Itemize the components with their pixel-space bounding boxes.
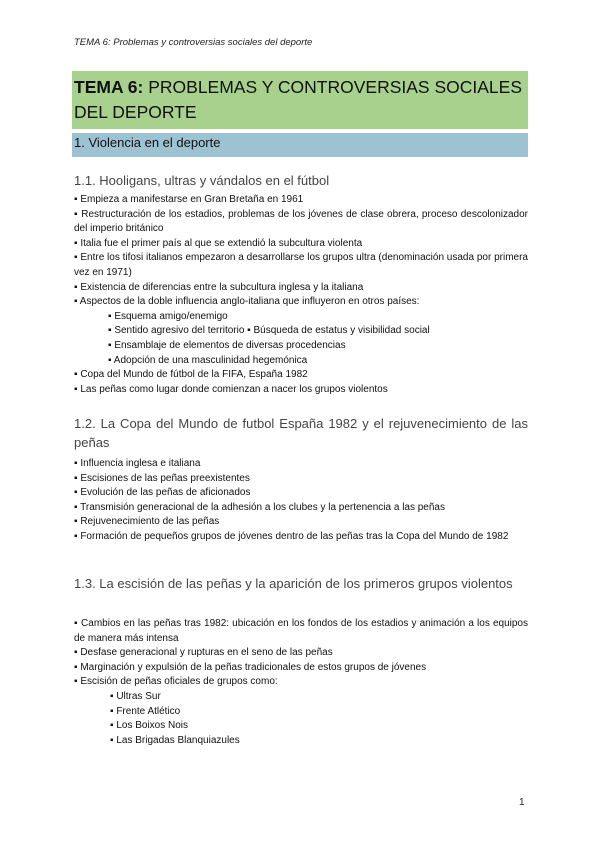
list-item: ▪ Transmisión generacional de la adhesión a los clubes y la pertenencia a las peñas <box>74 501 445 513</box>
list-item: ▪ Copa del Mundo de fútbol de la FIFA, España 1982 <box>74 369 308 381</box>
nested-list-item: ▪ Esquema amigo/enemigo <box>108 310 228 322</box>
subsection-1-2-list <box>74 457 528 545</box>
list-item: ▪ Desfase generacional y rupturas en el seno de las peñas <box>74 647 333 659</box>
list-item: ▪ Rejuvenecimiento de las peñas <box>74 516 220 528</box>
section-heading: 1. Violencia en el deporte <box>72 133 528 157</box>
title-rest: PROBLEMAS Y CONTROVERSIAS SOCIALES DEL DEPORTE <box>74 77 522 122</box>
list-item: ▪ Aspectos de la doble influencia anglo-italiana que influyeron en otros países: <box>74 296 420 308</box>
nested-list-item: ▪ Frente Atlético <box>110 705 181 717</box>
nested-list-item: ▪ Ultras Sur <box>110 690 161 702</box>
nested-list-item: ▪ Sentido agresivo del territorio ▪ Búsqueda de estatus y visibilidad social <box>108 325 430 337</box>
subsection-1-3-list <box>74 617 528 748</box>
nested-list-item: ▪ Adopción de una masculinidad hegemónica <box>108 354 308 366</box>
list-item: ▪ Evolución de las peñas de aficionados <box>74 487 251 499</box>
list-item: ▪ Las peñas como lugar donde comienzan a nacer los grupos violentos <box>74 383 388 395</box>
page-number: 1 <box>519 797 525 808</box>
subsection-heading-1-2: 1.2. La Copa del Mundo de futbol España 1982 y el rejuvenecimiento de las peñas <box>74 416 528 450</box>
list-item: ▪ Italia fue el primer país al que se extendió la subcultura violenta <box>74 237 363 249</box>
nested-list-item: ▪ Los Boixos Nois <box>110 720 189 732</box>
list-item: ▪ Existencia de diferencias entre la subcultura inglesa y la italiana <box>74 281 364 293</box>
list-item: ▪ Escisión de peñas oficiales de grupos como: <box>74 676 278 688</box>
document-title <box>72 71 528 129</box>
list-item: ▪ Restructuración de los estadios, problemas de los jóvenes de clase obrera, proceso descolonizador del imperio británico <box>74 208 528 235</box>
subsection-heading-1-3: 1.3. La escisión de las peñas y la aparición de los primeros grupos violentos <box>74 576 513 591</box>
list-item: ▪ Empieza a manifestarse en Gran Bretaña en 1961 <box>74 194 304 205</box>
list-item: ▪ Influencia inglesa e italiana <box>74 458 201 469</box>
page-header: TEMA 6: Problemas y controversias sociales del deporte <box>74 37 313 48</box>
list-item: ▪ Entre los tifosi italianos empezaron a desarrollarse los grupos ultra (denominación usada por primera vez en 1971) <box>74 252 528 278</box>
title-bold: TEMA 6: <box>74 77 144 97</box>
subsection-heading-1-1: 1.1. Hooligans, ultras y vándalos en el fútbol <box>74 173 330 188</box>
nested-list-item: ▪ Las Brigadas Blanquiazules <box>110 734 240 746</box>
list-item: ▪ Formación de pequeños grupos de jóvenes dentro de las peñas tras la Copa del Mundo de 1982 <box>74 530 509 542</box>
list-item: ▪ Cambios en las peñas tras 1982: ubicación en los fondos de los estadios y animación a los equipos de manera más intensa <box>74 618 528 644</box>
nested-list-item: ▪ Ensamblaje de elementos de diversas procedencias <box>108 339 346 351</box>
list-item: ▪ Escisiones de las peñas preexistentes <box>74 472 250 484</box>
subsection-1-1-list <box>74 193 528 397</box>
list-item: ▪ Marginación y expulsión de la peñas tradicionales de estos grupos de jóvenes <box>74 661 427 673</box>
